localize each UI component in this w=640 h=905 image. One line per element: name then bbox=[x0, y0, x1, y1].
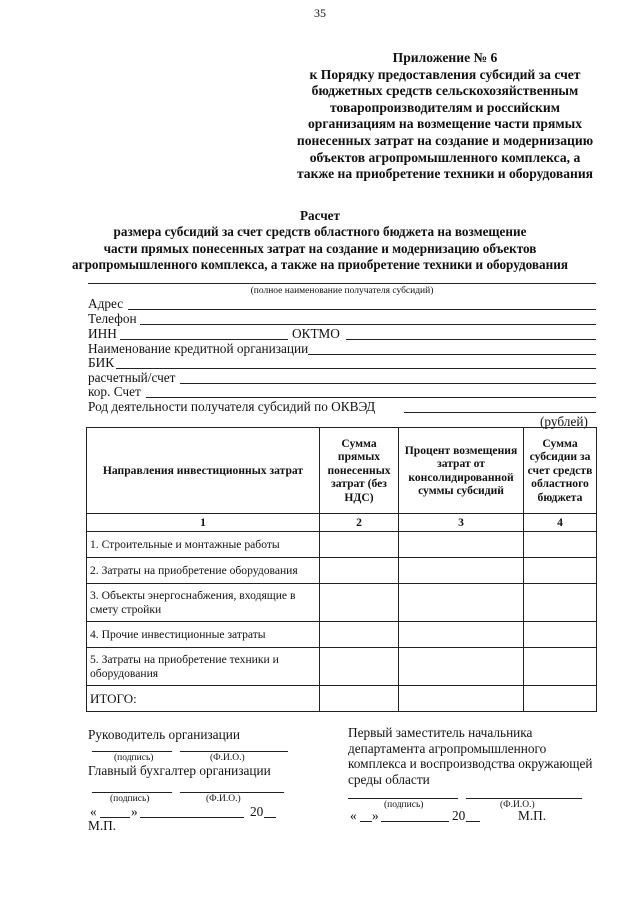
page-number: 35 bbox=[314, 6, 326, 20]
deputy-day-field[interactable] bbox=[360, 821, 372, 822]
table-row bbox=[87, 622, 597, 648]
title-line: Расчет bbox=[299, 208, 340, 223]
amount-cell[interactable] bbox=[320, 648, 399, 686]
bik-field[interactable] bbox=[116, 368, 596, 369]
appendix-line: организациям на возмещение части прямых bbox=[308, 116, 582, 132]
deputy-stamp-label: М.П. bbox=[518, 808, 547, 823]
deputy-name-caption: (Ф.И.О.) bbox=[500, 800, 535, 810]
bank-label: Наименование кредитной организации bbox=[88, 341, 309, 356]
deputy-line: комплекса и воспроизводства окружающей bbox=[348, 756, 593, 771]
subsidy-cell[interactable] bbox=[524, 558, 597, 584]
deputy-signature-line[interactable] bbox=[348, 798, 458, 799]
percent-cell[interactable] bbox=[399, 648, 524, 686]
accountant-signature-caption: (подпись) bbox=[110, 794, 150, 804]
corr-account-field[interactable] bbox=[146, 397, 596, 398]
column-number: 3 bbox=[399, 514, 524, 532]
subsidy-cell[interactable] bbox=[524, 686, 597, 712]
header-subsidy: Сумма субсидии за счет средств областного бюджета bbox=[524, 428, 597, 514]
header-percent: Процент возмещения затрат от консолидированной суммы субсидий bbox=[399, 428, 524, 514]
phone-label: Телефон bbox=[88, 311, 137, 326]
percent-cell[interactable] bbox=[399, 558, 524, 584]
table-number-row bbox=[87, 514, 597, 532]
inn-label: ИНН bbox=[88, 326, 117, 341]
deputy-label bbox=[348, 725, 593, 787]
recipient-caption: (полное наименование получателя субсидий) bbox=[250, 286, 434, 296]
title-line: агропромышленного комплекса, а также на приобретение техники и оборудования bbox=[72, 256, 568, 272]
head-name-caption: (Ф.И.О.) bbox=[210, 753, 245, 763]
head-label: Руководитель организации bbox=[88, 727, 240, 742]
table-row bbox=[87, 558, 597, 584]
appendix-header bbox=[280, 50, 610, 183]
units-label: (рублей) bbox=[540, 414, 588, 429]
head-signature-line[interactable] bbox=[92, 751, 172, 752]
head-signature-caption: (подпись) bbox=[114, 753, 154, 763]
year-field[interactable] bbox=[264, 817, 276, 818]
deputy-line: Первый заместитель начальника bbox=[348, 725, 533, 740]
date-open-quote: « bbox=[90, 804, 97, 819]
bank-field[interactable] bbox=[308, 354, 596, 355]
subsidy-cell[interactable] bbox=[524, 584, 597, 622]
column-number: 1 bbox=[87, 514, 320, 532]
table-row bbox=[87, 584, 597, 622]
activity-label: Род деятельности получателя субсидий по ОКВЭД bbox=[88, 399, 376, 414]
subsidy-cell[interactable] bbox=[524, 532, 597, 558]
header-amount: Сумма прямых понесенных затрат (без НДС) bbox=[320, 428, 399, 514]
percent-cell[interactable] bbox=[399, 622, 524, 648]
deputy-name-line[interactable] bbox=[466, 798, 582, 799]
month-field[interactable] bbox=[140, 817, 244, 818]
amount-cell[interactable] bbox=[320, 622, 399, 648]
amount-cell[interactable] bbox=[320, 558, 399, 584]
row-label: 5. Затраты на приобретение техники и оборудования bbox=[87, 648, 320, 686]
header-directions: Направления инвестиционных затрат bbox=[87, 428, 320, 514]
appendix-line: товаропроизводителям и российским bbox=[330, 99, 560, 115]
deputy-year-field[interactable] bbox=[466, 821, 480, 822]
deputy-line: среды области bbox=[348, 771, 430, 787]
year-prefix: 20 bbox=[250, 804, 264, 819]
phone-field[interactable] bbox=[140, 324, 596, 325]
percent-cell[interactable] bbox=[399, 686, 524, 712]
table-row bbox=[87, 648, 597, 686]
row-label: 4. Прочие инвестиционные затраты bbox=[87, 622, 320, 648]
head-name-line[interactable] bbox=[180, 751, 288, 752]
table-header-row bbox=[87, 428, 597, 514]
percent-cell[interactable] bbox=[399, 584, 524, 622]
column-number: 2 bbox=[320, 514, 399, 532]
address-field[interactable] bbox=[128, 309, 596, 310]
account-label: расчетный/счет bbox=[88, 370, 176, 385]
deputy-line: департамента агропромышленного bbox=[348, 740, 547, 756]
deputy-date-close-quote: » bbox=[372, 808, 379, 823]
column-number: 4 bbox=[524, 514, 597, 532]
bik-label: БИК bbox=[88, 355, 115, 370]
accountant-name-line[interactable] bbox=[180, 792, 284, 793]
subsidy-cell[interactable] bbox=[524, 648, 597, 686]
appendix-line: Приложение № 6 bbox=[392, 50, 498, 65]
deputy-date-open-quote: « bbox=[350, 808, 357, 823]
stamp-label: М.П. bbox=[88, 818, 117, 833]
accountant-signature-line[interactable] bbox=[92, 792, 172, 793]
inn-field[interactable] bbox=[120, 339, 288, 340]
subsidy-table bbox=[86, 427, 597, 712]
row-label: 2. Затраты на приобретение оборудования bbox=[87, 558, 320, 584]
oktmo-label: ОКТМО bbox=[292, 326, 340, 341]
deputy-signature-caption: (подпись) bbox=[384, 800, 424, 810]
corr-account-label: кор. Счет bbox=[88, 384, 141, 399]
row-label: 3. Объекты энергоснабжения, входящие в смету стройки bbox=[87, 584, 320, 622]
activity-field[interactable] bbox=[404, 412, 596, 413]
recipient-name-line[interactable] bbox=[88, 283, 596, 284]
date-close-quote: » bbox=[131, 804, 138, 819]
percent-cell[interactable] bbox=[399, 532, 524, 558]
appendix-line: объектов агропромышленного комплекса, а bbox=[309, 149, 581, 165]
amount-cell[interactable] bbox=[320, 686, 399, 712]
subsidy-cell[interactable] bbox=[524, 622, 597, 648]
address-label: Адрес bbox=[88, 296, 124, 311]
account-field[interactable] bbox=[180, 383, 596, 384]
appendix-line: к Порядку предоставления субсидий за счет bbox=[309, 66, 581, 82]
accountant-name-caption: (Ф.И.О.) bbox=[206, 794, 241, 804]
accountant-label: Главный бухгалтер организации bbox=[88, 763, 271, 778]
table-row bbox=[87, 532, 597, 558]
table-total-row bbox=[87, 686, 597, 712]
amount-cell[interactable] bbox=[320, 532, 399, 558]
total-label: ИТОГО: bbox=[87, 686, 320, 712]
appendix-line: понесенных затрат на создание и модернизацию bbox=[296, 132, 594, 148]
document-title bbox=[0, 208, 640, 273]
row-label: 1. Строительные и монтажные работы bbox=[87, 532, 320, 558]
title-line: части прямых понесенных затрат на создание и модернизацию объектов bbox=[103, 240, 537, 256]
oktmo-field[interactable] bbox=[346, 339, 596, 340]
deputy-month-field[interactable] bbox=[381, 821, 449, 822]
appendix-line: также на приобретение техники и оборудования bbox=[296, 166, 594, 182]
appendix-line: бюджетных средств сельскохозяйственным bbox=[311, 83, 579, 99]
amount-cell[interactable] bbox=[320, 584, 399, 622]
deputy-year-prefix: 20 bbox=[452, 808, 466, 823]
title-line: размера субсидий за счет средств областного бюджета на возмещение bbox=[113, 224, 527, 240]
